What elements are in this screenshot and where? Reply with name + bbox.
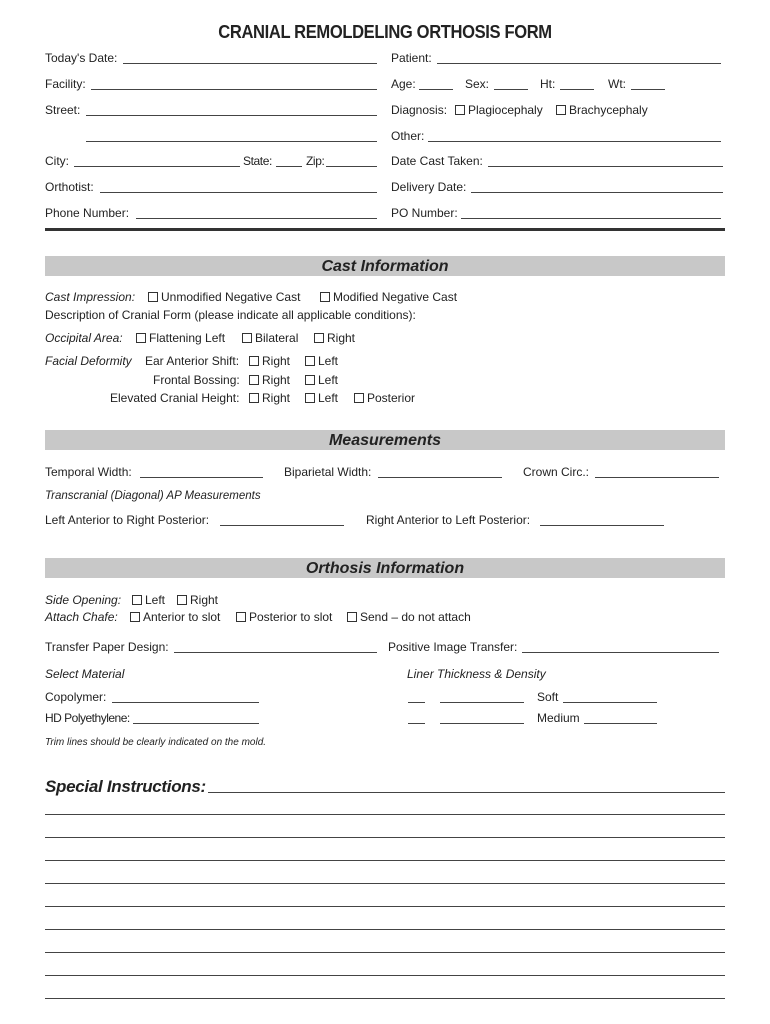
brachycephaly-option[interactable]: Brachycephaly xyxy=(556,104,648,116)
checkbox[interactable] xyxy=(136,333,146,343)
special-instructions-line-6[interactable] xyxy=(45,929,725,930)
unmodified-option[interactable]: Unmodified Negative Cast xyxy=(148,291,300,303)
ear-left-option[interactable]: Left xyxy=(305,355,338,367)
po-number-label: PO Number: xyxy=(391,206,458,220)
measurements-heading: Measurements xyxy=(328,432,442,449)
medium-label: Medium xyxy=(537,711,580,725)
frontal-right-option[interactable]: Right xyxy=(249,374,290,386)
bilateral-option[interactable]: Bilateral xyxy=(242,332,298,344)
street-label: Street: xyxy=(45,103,81,117)
special-instructions-line-2[interactable] xyxy=(45,837,725,838)
flattening-left-option[interactable]: Flattening Left xyxy=(136,332,225,344)
trim-lines-note: Trim lines should be clearly indicated on the mold. xyxy=(45,737,267,748)
orthosis-section-bar xyxy=(45,558,725,578)
other-field[interactable] xyxy=(428,141,721,142)
biparietal-width-label: Biparietal Width: xyxy=(284,465,372,479)
liner-2-density-field[interactable] xyxy=(440,723,524,724)
checkbox[interactable] xyxy=(556,105,566,115)
special-instructions-line-4[interactable] xyxy=(45,883,725,884)
copolymer-label: Copolymer: xyxy=(45,690,107,704)
phone-number-label: Phone Number: xyxy=(45,206,130,220)
header-divider xyxy=(45,228,725,231)
delivery-date-label: Delivery Date: xyxy=(391,180,467,194)
street-field[interactable] xyxy=(86,115,377,116)
checkbox[interactable] xyxy=(249,375,259,385)
special-instructions-line-9[interactable] xyxy=(45,998,725,999)
checkbox[interactable] xyxy=(148,292,158,302)
date-cast-taken-label: Date Cast Taken: xyxy=(391,154,483,168)
modified-option[interactable]: Modified Negative Cast xyxy=(320,291,457,303)
biparietal-width-field[interactable] xyxy=(378,477,502,478)
send-option[interactable]: Send – do not attach xyxy=(347,611,471,623)
checkbox[interactable] xyxy=(177,595,187,605)
hd-polyethylene-field[interactable] xyxy=(133,723,259,724)
patient-field[interactable] xyxy=(437,63,721,64)
side-left-option[interactable]: Left xyxy=(132,594,165,606)
diagnosis-label: Diagnosis: xyxy=(391,103,448,117)
left-anterior-field[interactable] xyxy=(220,525,344,526)
zip-label: Zip: xyxy=(306,154,325,168)
checkbox[interactable] xyxy=(249,356,259,366)
state-field[interactable] xyxy=(276,166,302,167)
po-number-field[interactable] xyxy=(461,218,721,219)
copolymer-field[interactable] xyxy=(112,702,259,703)
age-label: Age: xyxy=(391,77,416,91)
special-instructions-line-0[interactable] xyxy=(208,792,725,793)
anterior-slot-option[interactable]: Anterior to slot xyxy=(130,611,220,623)
plagiocephaly-option[interactable]: Plagiocephaly xyxy=(455,104,543,116)
form-title: CRANIAL REMOLDELING ORTHOSIS FORM xyxy=(218,22,552,42)
frontal-left-option[interactable]: Left xyxy=(305,374,338,386)
orthotist-field[interactable] xyxy=(100,192,377,193)
transfer-paper-field[interactable] xyxy=(174,652,377,653)
checkbox[interactable] xyxy=(236,612,246,622)
patient-label: Patient: xyxy=(391,51,432,65)
other-label: Other: xyxy=(391,129,425,143)
sex-field[interactable] xyxy=(494,89,528,90)
positive-image-field[interactable] xyxy=(522,652,719,653)
facility-label: Facility: xyxy=(45,77,86,91)
temporal-width-label: Temporal Width: xyxy=(45,465,132,479)
side-opening-label: Side Opening: xyxy=(45,593,122,607)
checkbox[interactable] xyxy=(354,393,364,403)
temporal-width-field[interactable] xyxy=(140,477,263,478)
phone-number-field[interactable] xyxy=(136,218,377,219)
elevated-label: Elevated Cranial Height: xyxy=(110,391,240,405)
age-field[interactable] xyxy=(419,89,453,90)
state-label: State: xyxy=(243,154,272,168)
sex-label: Sex: xyxy=(465,77,490,91)
checkbox[interactable] xyxy=(249,393,259,403)
attach-chafe-label: Attach Chafe: xyxy=(45,610,118,624)
liner-thickness-heading: Liner Thickness & Density xyxy=(407,667,546,681)
occipital-right-option[interactable]: Right xyxy=(314,332,355,344)
facility-field[interactable] xyxy=(91,89,377,90)
right-anterior-label: Right Anterior to Left Posterior: xyxy=(366,513,531,527)
frontal-bossing-label: Frontal Bossing: xyxy=(153,373,240,387)
crown-circ-field[interactable] xyxy=(595,477,719,478)
todays-date-field[interactable] xyxy=(123,63,377,64)
soft-label: Soft xyxy=(537,690,559,704)
medium-field[interactable] xyxy=(584,723,657,724)
checkbox[interactable] xyxy=(132,595,142,605)
cranial-form-description: Description of Cranial Form (please indicate all applicable conditions): xyxy=(45,308,416,322)
zip-field[interactable] xyxy=(326,166,377,167)
special-instructions-line-8[interactable] xyxy=(45,975,725,976)
hd-polyethylene-label: HD Polyethylene: xyxy=(45,711,130,725)
checkbox[interactable] xyxy=(130,612,140,622)
right-anterior-field[interactable] xyxy=(540,525,664,526)
ear-right-option[interactable]: Right xyxy=(249,355,290,367)
city-label: City: xyxy=(45,154,69,168)
special-instructions-line-5[interactable] xyxy=(45,906,725,907)
liner-1-thickness-field[interactable] xyxy=(408,702,425,703)
checkbox[interactable] xyxy=(320,292,330,302)
delivery-date-field[interactable] xyxy=(471,192,723,193)
liner-2-thickness-field[interactable] xyxy=(408,723,425,724)
posterior-slot-option[interactable]: Posterior to slot xyxy=(236,611,332,623)
ear-anterior-label: Ear Anterior Shift: xyxy=(145,354,240,368)
city-field[interactable] xyxy=(74,166,240,167)
checkbox[interactable] xyxy=(305,356,315,366)
cast-info-section-bar xyxy=(45,256,725,276)
checkbox[interactable] xyxy=(314,333,324,343)
liner-1-density-field[interactable] xyxy=(440,702,524,703)
elevated-posterior-option[interactable]: Posterior xyxy=(354,392,415,404)
checkbox[interactable] xyxy=(347,612,357,622)
elevated-left-option[interactable]: Left xyxy=(305,392,338,404)
checkbox[interactable] xyxy=(305,393,315,403)
soft-field[interactable] xyxy=(563,702,657,703)
checkbox[interactable] xyxy=(242,333,252,343)
street-field-2[interactable] xyxy=(86,141,377,142)
crown-circ-label: Crown Circ.: xyxy=(523,465,590,479)
transfer-paper-label: Transfer Paper Design: xyxy=(45,640,169,654)
checkbox[interactable] xyxy=(305,375,315,385)
occipital-area-label: Occipital Area: xyxy=(45,331,123,345)
cast-impression-label: Cast Impression: xyxy=(45,290,136,304)
left-anterior-label: Left Anterior to Right Posterior: xyxy=(45,513,210,527)
wt-label: Wt: xyxy=(608,77,626,91)
select-material-heading: Select Material xyxy=(45,667,125,681)
special-instructions-heading: Special Instructions: xyxy=(45,777,206,796)
cast-impression-row xyxy=(45,291,135,303)
checkbox[interactable] xyxy=(455,105,465,115)
ht-label: Ht: xyxy=(540,77,556,91)
todays-date-label: Today's Date: xyxy=(45,51,118,65)
facial-deformity-label: Facial Deformity xyxy=(45,354,132,368)
measurements-section-bar xyxy=(45,430,725,450)
wt-field[interactable] xyxy=(631,89,665,90)
special-instructions-line-3[interactable] xyxy=(45,860,725,861)
orthotist-label: Orthotist: xyxy=(45,180,94,194)
special-instructions-line-7[interactable] xyxy=(45,952,725,953)
transcranial-heading: Transcranial (Diagonal) AP Measurements xyxy=(45,490,261,502)
side-right-option[interactable]: Right xyxy=(177,594,218,606)
ht-field[interactable] xyxy=(560,89,594,90)
date-cast-taken-field[interactable] xyxy=(488,166,723,167)
orthosis-heading: Orthosis Information xyxy=(305,560,465,577)
cast-info-heading: Cast Information xyxy=(321,258,449,275)
positive-image-label: Positive Image Transfer: xyxy=(388,640,518,654)
elevated-right-option[interactable]: Right xyxy=(249,392,290,404)
special-instructions-line-1[interactable] xyxy=(45,814,725,815)
